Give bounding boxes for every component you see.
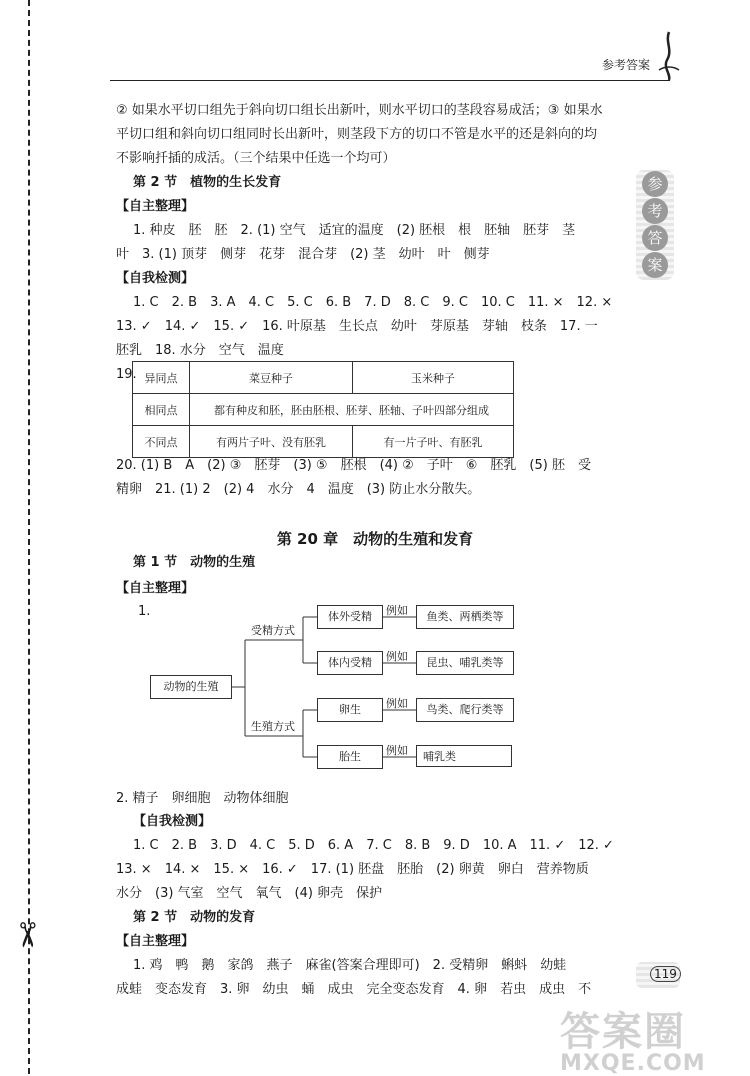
table-header-cell: 菜豆种子 (190, 362, 353, 394)
diagram-root-box: 动物的生殖 (150, 675, 232, 699)
header-rule (110, 80, 670, 81)
subsection-label: 【自我检测】 (133, 814, 212, 829)
question-number: 19. (116, 367, 137, 382)
text-line: 1. 鸡 鸭 鹅 家鸽 燕子 麻雀(答案合理即可) 2. 受精卵 蝌蚪 幼蛙 (133, 958, 567, 973)
scissors-icon: ✂ (6, 920, 47, 950)
diagram-example-box: 鸟类、爬行类等 (416, 698, 514, 722)
section-title: 第 2 节 动物的发育 (133, 910, 256, 925)
diagram-example-box: 昆虫、哺乳类等 (416, 651, 514, 675)
text-line: 13. × 14. × 15. × 16. ✓ 17. (1) 胚盘 胚胎 (2) 卵黄 卵白 营养物质 (116, 862, 589, 877)
diagram-branch-label: 受精方式 (251, 624, 295, 637)
subsection-label: 【自主整理】 (116, 934, 195, 949)
header-label: 参考答案 (602, 58, 651, 72)
side-tab-char: 考 (642, 198, 668, 224)
text-line: 1. 种皮 胚 胚 2. (1) 空气 适宜的温度 (2) 胚根 根 胚轴 胚芽 茎 (133, 223, 576, 238)
text-line: 不影响扦插的成活。（三个结果中任选一个均可） (116, 151, 396, 166)
page-number: 119 (650, 966, 681, 982)
table-cell: 相同点 (133, 394, 190, 426)
table-header-cell: 玉米种子 (353, 362, 514, 394)
table-row (133, 362, 514, 394)
diagram-type-box: 卵生 (317, 698, 383, 722)
watermark (560, 1000, 745, 1076)
text-line: 平切口组和斜向切口组同时长出新叶，则茎段下方的切口不管是水平的还是斜向的均 (116, 127, 598, 142)
diagram-type-box: 体内受精 (317, 651, 383, 675)
side-tab (636, 170, 674, 280)
subsection-label: 【自主整理】 (116, 199, 195, 214)
diagram-example-box: 鱼类、两栖类等 (416, 605, 514, 629)
watermark-line: 答案圈 (560, 1009, 686, 1055)
side-tab-char: 参 (642, 171, 668, 197)
diagram-example-box: 哺乳类 (416, 745, 512, 767)
table-row (133, 426, 514, 458)
side-tab-char: 案 (642, 252, 668, 278)
chapter-title: 第 20 章 动物的生殖和发育 (276, 530, 474, 548)
diagram-eg-label: 例如 (386, 604, 408, 617)
side-tab-char: 答 (642, 225, 668, 251)
diagram-eg-label: 例如 (386, 744, 408, 757)
table-cell: 有一片子叶、有胚乳 (353, 426, 514, 458)
table-cell: 有两片子叶、没有胚乳 (190, 426, 353, 458)
section-title: 第 1 节 动物的生殖 (133, 555, 256, 570)
text-line: ② 如果水平切口组先于斜向切口组长出新叶，则水平切口的茎段容易成活；③ 如果水 (116, 103, 603, 118)
watermark-line: MXQE.COM (560, 1051, 706, 1076)
diagram-type-box: 胎生 (317, 745, 383, 769)
table-row (133, 394, 514, 426)
text-line: 叶 3. (1) 顶芽 侧芽 花芽 混合芽 (2) 茎 幼叶 叶 侧芽 (116, 247, 490, 262)
text-line: 胚乳 18. 水分 空气 温度 (116, 343, 284, 358)
text-line: 水分 (3) 气室 空气 氧气 (4) 卵壳 保护 (116, 886, 383, 901)
text-line: 2. 精子 卵细胞 动物体细胞 (116, 791, 289, 806)
diagram-branch-label: 生殖方式 (251, 720, 295, 733)
text-line: 1. C 2. B 3. D 4. C 5. D 6. A 7. C 8. B 9. D 10. A 11. ✓ 12. ✓ (133, 838, 614, 853)
table-header-cell: 异同点 (133, 362, 190, 394)
section-title: 第 2 节 植物的生长发育 (133, 175, 282, 190)
text-line: 20. (1) B A (2) ③ 胚芽 (3) ⑤ 胚根 (4) ② 子叶 ⑥ 胚乳 (5) 胚 受 (116, 458, 591, 473)
diagram-eg-label: 例如 (386, 650, 408, 663)
table-cell: 不同点 (133, 426, 190, 458)
text-line: 1. C 2. B 3. A 4. C 5. C 6. B 7. D 8. C 9. C 10. C 11. × 12. × (133, 295, 613, 310)
table-cell: 都有种皮和胚，胚由胚根、胚芽、胚轴、子叶四部分组成 (190, 394, 514, 426)
subsection-label: 【自我检测】 (116, 271, 195, 286)
text-line: 13. ✓ 14. ✓ 15. ✓ 16. 叶原基 生长点 幼叶 芽原基 芽轴 枝条 17. 一 (116, 319, 598, 334)
diagram-type-box: 体外受精 (317, 605, 383, 629)
comparison-table (132, 361, 514, 458)
subsection-label: 【自主整理】 (116, 581, 195, 596)
question-number: 1. (138, 604, 151, 619)
logo-icon (655, 30, 683, 82)
text-line: 成蛙 变态发育 3. 卵 幼虫 蛹 成虫 完全变态发育 4. 卵 若虫 成虫 不 (116, 982, 592, 997)
text-line: 精卵 21. (1) 2 (2) 4 水分 4 温度 (3) 防止水分散失。 (116, 482, 481, 497)
diagram-eg-label: 例如 (386, 697, 408, 710)
